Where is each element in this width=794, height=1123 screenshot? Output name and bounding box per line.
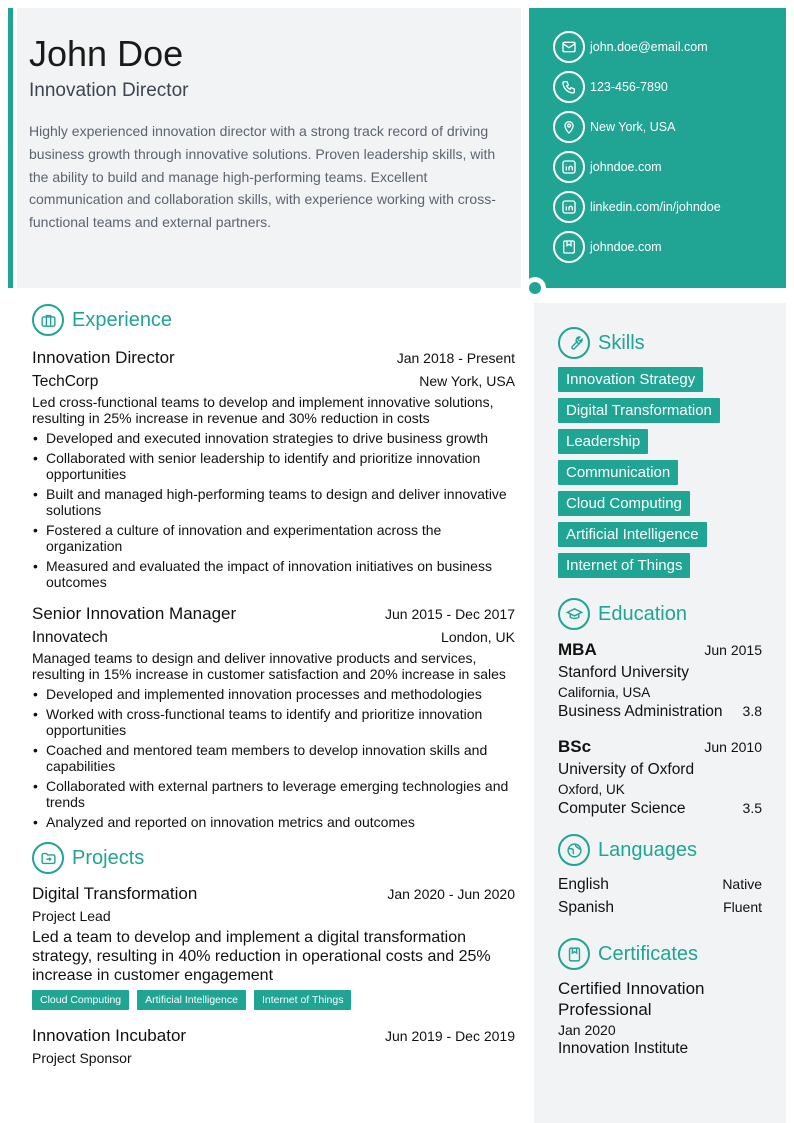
edu-field: Business Administration: [558, 703, 723, 720]
skill-tag: Leadership: [558, 429, 648, 454]
job-entry: [32, 604, 515, 830]
project-name: Innovation Incubator: [32, 1026, 187, 1045]
project-entry: [32, 1026, 515, 1066]
contact-website-text: johndoe.com: [590, 160, 662, 174]
job-bullet: • Coached and mentored team members to develop innovation skills and capabilities: [32, 742, 515, 774]
experience-heading: [32, 304, 515, 336]
edu-gpa: 3.8: [742, 703, 762, 719]
contact-phone-text: 123-456-7890: [590, 80, 668, 94]
project-tag: Cloud Computing: [32, 990, 129, 1010]
job-title: Innovation Director: [32, 348, 175, 367]
certificate-date: Jan 2020: [558, 1022, 616, 1038]
linkedin-icon: [553, 191, 585, 223]
language-level: Native: [722, 876, 762, 892]
location-pin-icon: [553, 111, 585, 143]
project-role: Project Sponsor: [32, 1050, 132, 1066]
education-entry: [558, 737, 762, 818]
edu-degree: MBA: [558, 640, 597, 659]
job-company: TechCorp: [32, 373, 99, 390]
language-name: Spanish: [558, 899, 615, 916]
skill-tag: Communication: [558, 460, 678, 485]
project-name: Digital Transformation: [32, 884, 198, 903]
job-summary: Led cross-functional teams to develop and implement innovative solutions, resulting in 25% increase in revenue and 30% reduction in costs: [32, 394, 494, 426]
project-entry: [32, 884, 515, 1010]
job-bullet: • Worked with cross-functional teams to identify and prioritize innovation opportunities: [32, 706, 515, 738]
contact-portfolio[interactable]: [553, 231, 786, 263]
certificate-name: Certified Innovation Professional: [558, 979, 705, 1019]
skill-tag: Innovation Strategy: [558, 367, 703, 392]
edu-field: Computer Science: [558, 800, 686, 817]
linkedin-icon: [553, 151, 585, 183]
contact-linkedin-text: linkedin.com/in/johndoe: [590, 200, 721, 214]
candidate-title: Innovation Director: [29, 80, 189, 101]
job-dates: Jun 2015 - Dec 2017: [385, 606, 515, 622]
edu-gpa: 3.5: [742, 800, 762, 816]
globe-icon: [558, 834, 590, 866]
job-bullet: • Fostered a culture of innovation and experimentation across the organization: [32, 522, 515, 554]
contact-location: [553, 111, 786, 143]
project-dates: Jan 2020 - Jun 2020: [387, 886, 515, 902]
edu-degree: BSc: [558, 737, 592, 756]
languages-list: [558, 876, 762, 922]
edu-date: Jun 2015: [704, 642, 762, 658]
job-location: New York, USA: [419, 373, 515, 389]
education-heading: [558, 598, 762, 630]
job-bullet: • Analyzed and reported on innovation metrics and outcomes: [32, 814, 515, 830]
edu-location: Oxford, UK: [558, 782, 625, 797]
skill-tag: Internet of Things: [558, 553, 690, 578]
job-summary: Managed teams to design and deliver innovative products and services, resulting in 15% increase in customer satisfaction and 20% increase in sales: [32, 650, 506, 682]
job-bullet: • Collaborated with external partners to leverage emerging technologies and trends: [32, 778, 515, 810]
contact-linkedin[interactable]: [553, 191, 786, 223]
language-entry: [558, 899, 762, 922]
project-tag: Artificial Intelligence: [137, 990, 246, 1010]
project-role: Project Lead: [32, 908, 111, 924]
contact-website[interactable]: [553, 151, 786, 183]
phone-icon: [553, 71, 585, 103]
contact-phone[interactable]: [553, 71, 786, 103]
skills-heading: [558, 327, 762, 359]
skill-tag: Digital Transformation: [558, 398, 720, 423]
candidate-name: John Doe: [29, 33, 184, 74]
certificates-title: Certificates: [598, 942, 699, 965]
contact-email-text: john.doe@email.com: [590, 40, 708, 54]
edu-school: Stanford University: [558, 664, 689, 681]
contact-portfolio-text: johndoe.com: [590, 240, 662, 254]
job-bullet: • Developed and implemented innovation processes and methodologies: [32, 686, 515, 702]
wrench-icon: [558, 327, 590, 359]
language-level: Fluent: [723, 899, 762, 915]
edu-date: Jun 2010: [704, 739, 762, 755]
skills-title: Skills: [598, 331, 645, 354]
project-tag: Internet of Things: [254, 990, 352, 1010]
edu-school: University of Oxford: [558, 761, 695, 778]
job-bullet: • Built and managed high-performing teams to design and deliver innovative solutions: [32, 486, 515, 518]
project-dates: Jun 2019 - Dec 2019: [385, 1028, 515, 1044]
education-title: Education: [598, 602, 687, 625]
graduation-cap-icon: [558, 598, 590, 630]
certificate-icon: [558, 938, 590, 970]
language-entry: [558, 876, 762, 899]
education-entry: [558, 640, 762, 721]
certificates-heading: [558, 938, 762, 970]
skill-tag: Cloud Computing: [558, 491, 690, 516]
job-entry: [32, 348, 515, 590]
certificate-issuer: Innovation Institute: [558, 1040, 689, 1057]
project-tags: [32, 990, 515, 1010]
job-bullets: [32, 430, 515, 590]
job-bullet: • Measured and evaluated the impact of innovation initiatives on business outcomes: [32, 558, 515, 590]
certificate-entry: [558, 978, 762, 1058]
contact-panel: [529, 8, 786, 288]
mail-icon: [553, 31, 585, 63]
folder-icon: [32, 842, 64, 874]
job-bullet: • Developed and executed innovation strategies to drive business growth: [32, 430, 515, 446]
job-dates: Jan 2018 - Present: [396, 350, 515, 366]
contact-email[interactable]: [553, 31, 786, 63]
profile-summary: Highly experienced innovation director with a strong track record of driving business growth through innovative solutions. Proven leadership skills, with the ability to build and manage high-performing teams. Excellent communication and collaboration skills, with experience working with cross-functional teams and external partners.: [29, 123, 496, 231]
skill-tag: Artificial Intelligence: [558, 522, 707, 547]
decorative-dot: [524, 277, 546, 299]
briefcase-icon: [32, 304, 64, 336]
sidebar: [534, 303, 786, 1123]
projects-heading: [32, 842, 515, 874]
header-panel: [17, 8, 521, 288]
language-name: English: [558, 876, 609, 893]
job-title: Senior Innovation Manager: [32, 604, 237, 623]
education-list: [558, 640, 762, 818]
experience-title: Experience: [72, 308, 173, 331]
accent-bar: [8, 8, 13, 288]
main-column: [32, 304, 515, 1066]
job-bullets: [32, 686, 515, 830]
contact-location-text: New York, USA: [590, 120, 676, 134]
bookmark-icon: [553, 231, 585, 263]
project-description: Led a team to develop and implement a digital transformation strategy, resulting in 40% reduction in operational costs and 25% increase in customer engagement: [32, 929, 491, 984]
edu-location: California, USA: [558, 685, 651, 700]
job-location: London, UK: [441, 629, 515, 645]
languages-title: Languages: [598, 838, 697, 861]
job-company: Innovatech: [32, 629, 108, 646]
skills-list: [558, 367, 762, 584]
languages-heading: [558, 834, 762, 866]
projects-title: Projects: [72, 846, 145, 869]
job-bullet: • Collaborated with senior leadership to identify and prioritize innovation opportunities: [32, 450, 515, 482]
